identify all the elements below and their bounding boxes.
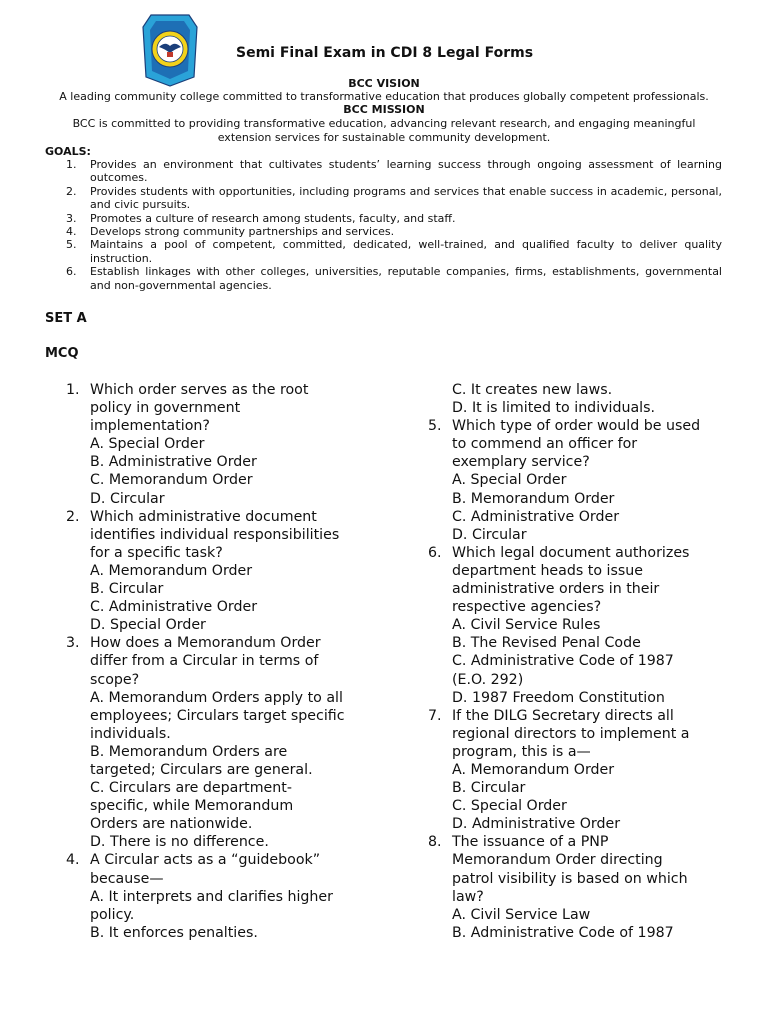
question-line: for a specific task? bbox=[90, 544, 223, 561]
question-number: 1. bbox=[66, 382, 80, 398]
question-line: C. Special Order bbox=[452, 798, 567, 815]
question-line: A. Memorandum Order bbox=[452, 761, 615, 778]
goal-text: Establish linkages with other colleges, universities, reputable companies, firms, establishments, governmental and non-governmental agencies. bbox=[90, 265, 722, 292]
question-number: 6. bbox=[428, 544, 442, 561]
question-text: If the DILG Secretary directs all bbox=[452, 707, 674, 724]
question-number: 7. bbox=[428, 707, 442, 724]
goal-text: Provides an environment that cultivates students’ learning success through ongoing assessment of learning outcomes. bbox=[90, 158, 722, 185]
goal-number: 6. bbox=[66, 265, 77, 279]
question-4-continuation bbox=[428, 381, 728, 417]
goal-number: 1. bbox=[66, 158, 77, 171]
mission-label: BCC MISSION bbox=[343, 103, 425, 116]
question-text: The issuance of a PNP bbox=[452, 834, 609, 851]
goal-item bbox=[66, 265, 722, 292]
goal-number: 2. bbox=[66, 184, 77, 198]
answer-option: D. It is limited to individuals. bbox=[452, 400, 656, 417]
goal-text: Promotes a culture of research among students, faculty, and staff. bbox=[90, 211, 456, 225]
question-line: C. Memorandum Order bbox=[90, 472, 253, 489]
question-text: Which order serves as the root bbox=[90, 382, 309, 398]
question-line: regional directors to implement a bbox=[452, 725, 690, 742]
question-line: A. Special Order bbox=[90, 436, 205, 453]
question-number: 5. bbox=[428, 418, 442, 435]
questions-right-column bbox=[428, 381, 728, 942]
question-line: C. Circulars are department- bbox=[90, 780, 292, 797]
question-line: D. Special Order bbox=[90, 617, 206, 634]
set-label: SET A bbox=[45, 311, 87, 326]
goals-label: GOALS: bbox=[45, 145, 91, 158]
question-line: Memorandum Order directing bbox=[452, 852, 663, 869]
question-line: administrative orders in their bbox=[452, 581, 660, 598]
goal-item bbox=[66, 158, 722, 185]
goal-number: 5. bbox=[66, 238, 77, 252]
question-line: A. Memorandum Orders apply to all bbox=[90, 689, 343, 706]
question-line: C. Administrative Order bbox=[90, 599, 258, 616]
question-line: B. The Revised Penal Code bbox=[452, 635, 641, 652]
question-line: individuals. bbox=[90, 725, 171, 742]
goal-text: Maintains a pool of competent, committed, dedicated, well-trained, and qualified faculty to deliver quality instruction. bbox=[90, 238, 722, 265]
goals-list bbox=[66, 158, 722, 292]
question-item bbox=[428, 707, 728, 834]
question-item bbox=[66, 851, 366, 941]
question-line: policy in government bbox=[90, 400, 241, 417]
question-line: specific, while Memorandum bbox=[90, 798, 294, 815]
question-line: D. 1987 Freedom Constitution bbox=[452, 689, 665, 706]
question-line: B. It enforces penalties. bbox=[90, 924, 258, 941]
college-seal-logo bbox=[141, 13, 199, 87]
question-line: B. Circular bbox=[90, 581, 164, 598]
questions-left-column bbox=[66, 381, 366, 942]
question-line: D. Circular bbox=[90, 490, 165, 507]
goal-item bbox=[66, 185, 722, 212]
question-line: D. Circular bbox=[452, 526, 527, 543]
question-item bbox=[428, 417, 728, 544]
question-number: 2. bbox=[66, 508, 80, 525]
question-number: 8. bbox=[428, 834, 442, 851]
question-number: 4. bbox=[66, 852, 80, 869]
question-item bbox=[428, 833, 728, 942]
goal-item bbox=[66, 238, 722, 265]
mission-text-line-2: extension services for sustainable community development. bbox=[217, 131, 551, 144]
answer-option: C. It creates new laws. bbox=[452, 382, 613, 398]
question-line: differ from a Circular in terms of bbox=[90, 653, 319, 670]
question-line: exemplary service? bbox=[452, 454, 590, 471]
question-text: Which type of order would be used bbox=[452, 418, 701, 435]
goal-text: Provides students with opportunities, including programs and services that enable success in academic, personal, and civic pursuits. bbox=[90, 184, 722, 212]
question-text: Which legal document authorizes bbox=[452, 544, 690, 561]
question-line: B. Circular bbox=[452, 780, 526, 797]
question-line: D. Administrative Order bbox=[452, 816, 621, 833]
question-line: policy. bbox=[90, 906, 135, 923]
vision-label: BCC VISION bbox=[348, 77, 420, 90]
question-line: implementation? bbox=[90, 418, 210, 435]
question-line: law? bbox=[452, 888, 484, 905]
goal-number: 4. bbox=[66, 225, 77, 239]
question-line: A. Special Order bbox=[452, 472, 567, 489]
question-number: 3. bbox=[66, 635, 80, 652]
question-line: respective agencies? bbox=[452, 599, 602, 616]
question-line: B. Administrative Code of 1987 bbox=[452, 924, 674, 941]
question-line: A. Memorandum Order bbox=[90, 562, 253, 579]
vision-text: A leading community college committed to transformative education that produces globally competent professionals. bbox=[59, 90, 709, 103]
question-line: B. Administrative Order bbox=[90, 454, 257, 471]
question-line: identifies individual responsibilities bbox=[90, 526, 340, 543]
question-text: How does a Memorandum Order bbox=[90, 635, 321, 652]
question-line: A. It interprets and clarifies higher bbox=[90, 888, 333, 905]
question-line: D. There is no difference. bbox=[90, 834, 269, 851]
goal-item bbox=[66, 212, 722, 225]
question-line: to commend an officer for bbox=[452, 436, 638, 453]
section-label: MCQ bbox=[45, 346, 79, 361]
question-line: B. Memorandum Order bbox=[452, 490, 615, 507]
question-line: B. Memorandum Orders are bbox=[90, 743, 288, 760]
question-line: scope? bbox=[90, 671, 140, 688]
question-line: (E.O. 292) bbox=[452, 671, 524, 688]
question-item bbox=[66, 634, 366, 851]
question-item bbox=[66, 381, 366, 508]
question-line: employees; Circulars target specific bbox=[90, 707, 345, 724]
question-line: Orders are nationwide. bbox=[90, 816, 253, 833]
mission-text-line-1: BCC is committed to providing transformative education, advancing relevant research, and engaging meaningful bbox=[72, 117, 696, 130]
question-line: C. Administrative Code of 1987 bbox=[452, 653, 674, 670]
goal-text: Develops strong community partnerships and services. bbox=[90, 225, 395, 239]
question-line: patrol visibility is based on which bbox=[452, 870, 688, 887]
exam-title: Semi Final Exam in CDI 8 Legal Forms bbox=[236, 45, 534, 61]
question-text: Which administrative document bbox=[90, 508, 317, 525]
question-line: department heads to issue bbox=[452, 562, 643, 579]
question-line: A. Civil Service Rules bbox=[452, 617, 601, 634]
question-line: C. Administrative Order bbox=[452, 508, 620, 525]
question-item bbox=[66, 508, 366, 635]
question-item bbox=[428, 544, 728, 707]
question-line: targeted; Circulars are general. bbox=[90, 761, 313, 778]
question-line: because— bbox=[90, 870, 164, 887]
question-line: A. Civil Service Law bbox=[452, 906, 591, 923]
goal-item bbox=[66, 225, 722, 238]
question-line: program, this is a— bbox=[452, 743, 591, 760]
question-text: A Circular acts as a “guidebook” bbox=[90, 852, 321, 869]
goal-number: 3. bbox=[66, 211, 77, 225]
